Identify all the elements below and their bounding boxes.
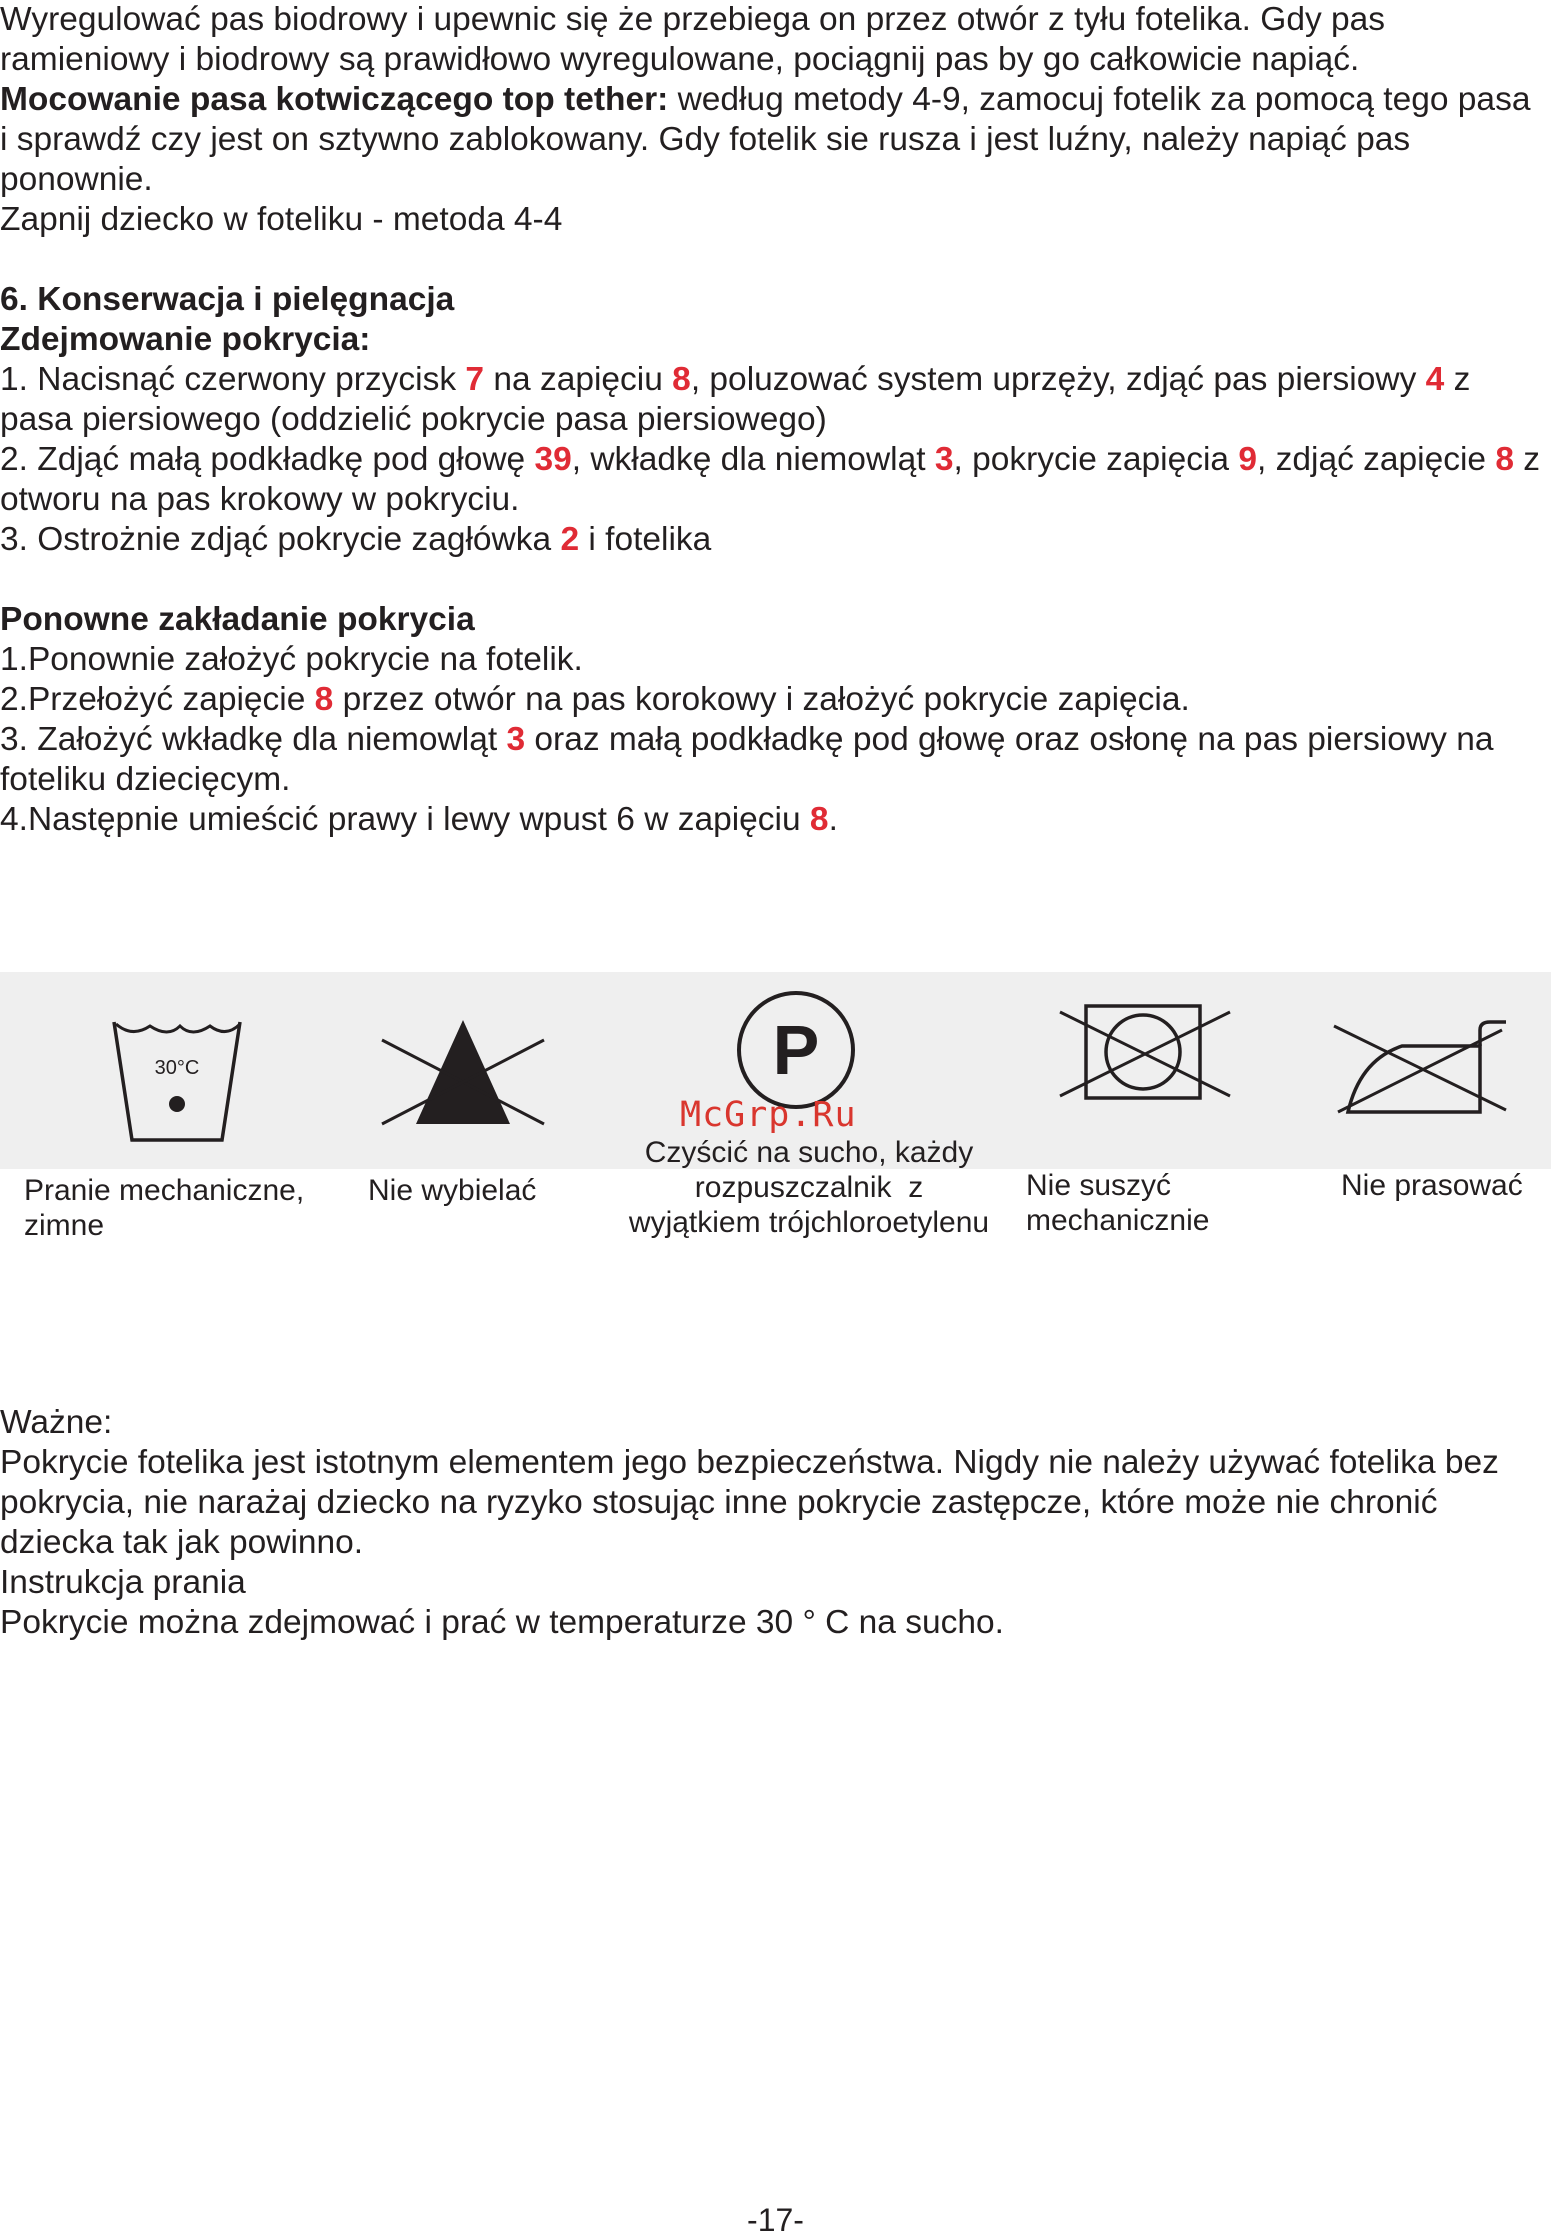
watermark: McGrp.Ru	[680, 1095, 857, 1135]
dry-clean-letter: P	[772, 1011, 820, 1089]
dry-clean-icon	[734, 988, 858, 1112]
no-bleach-icon	[378, 1012, 548, 1144]
no-tumble-dry-label: Nie suszyć mechanicznie	[1026, 1169, 1210, 1237]
wash-30-icon	[110, 1018, 245, 1146]
refit-step-3: 3. Założyć wkładkę dla niemowląt 3 oraz małą podkładkę pod głowę oraz osłonę na pas piersiowy na foteliku dziecięcym.	[0, 721, 1494, 798]
top-tether-text: według metody 4-9, zamocuj fotelik za pomocą tego pasa i sprawdź czy jest on sztywno zablokowany. Gdy fotelik sie rusza i jest luźny, należy napiąć pas ponownie.	[0, 81, 1531, 198]
removal-heading: Zdejmowanie pokrycia:	[0, 321, 371, 358]
intro-paragraph	[0, 0, 1545, 240]
removal-step-2: 2. Zdjąć małą podkładkę pod głowę 39, wkładkę dla niemowląt 3, pokrycie zapięcia 9, zdjąć zapięcie 8 z otworu na pas krokowy w pokryciu.	[0, 441, 1541, 518]
intro-line-3: Zapnij dziecko w foteliku - metoda 4-4	[0, 201, 563, 238]
dry-clean-label: Czyścić na sucho, każdy rozpuszczalnik z wyjątkiem trójchloroetylenu	[628, 1136, 990, 1239]
refit-step-2: 2.Przełożyć zapięcie 8 przez otwór na pas korokowy i założyć pokrycie zapięcia.	[0, 681, 1190, 718]
important-text: Pokrycie fotelika jest istotnym elementem jego bezpieczeństwa. Nigdy nie należy używać fotelika bez pokrycia, nie narażaj dziecko na ryzyko stosując inne pokrycie zastępcze, które może nie chronić dziecka tak jak powinno.	[0, 1444, 1499, 1561]
refit-step-4: 4.Następnie umieścić prawy i lewy wpust 6 w zapięciu 8.	[0, 801, 838, 838]
page-number: -17-	[747, 2202, 804, 2238]
refit-heading: Ponowne zakładanie pokrycia	[0, 601, 475, 638]
washing-heading: Instrukcja prania	[0, 1564, 246, 1601]
no-bleach-label: Nie wybielać	[368, 1174, 537, 1207]
main-instructions	[0, 0, 1545, 840]
section-6-heading: 6. Konserwacja i pielęgnacja	[0, 281, 455, 318]
intro-line-1: Wyregulować pas biodrowy i upewnic się że przebiega on przez otwór z tyłu fotelika. Gdy pas ramieniowy i biodrowy są prawidłowo wyregulowane, pociągnij pas by go całkowicie napiąć.	[0, 1, 1386, 78]
washing-text: Pokrycie można zdejmować i prać w temperaturze 30 ° C na sucho.	[0, 1604, 1004, 1641]
no-tumble-dry-icon	[1056, 1000, 1234, 1104]
wash-temp-label: 30°C	[154, 1057, 200, 1079]
no-iron-label: Nie prasować	[1341, 1169, 1523, 1202]
important-heading: Ważne:	[0, 1404, 113, 1441]
removal-step-1: 1. Nacisnąć czerwony przycisk 7 na zapięciu 8, poluzować system uprzęży, zdjąć pas piersiowy 4 z pasa piersiowego (oddzielić pokrycie pasa piersiowego)	[0, 361, 1471, 438]
refit-step-1: 1.Ponownie założyć pokrycie na fotelik.	[0, 641, 583, 678]
top-tether-label: Mocowanie pasa kotwiczącego top tether:	[0, 81, 669, 118]
wash-label: Pranie mechaniczne, zimne	[24, 1174, 305, 1242]
removal-step-3: 3. Ostrożnie zdjąć pokrycie zagłówka 2 i fotelika	[0, 521, 712, 558]
important-section	[0, 1403, 1545, 1643]
no-iron-icon	[1330, 1016, 1510, 1118]
